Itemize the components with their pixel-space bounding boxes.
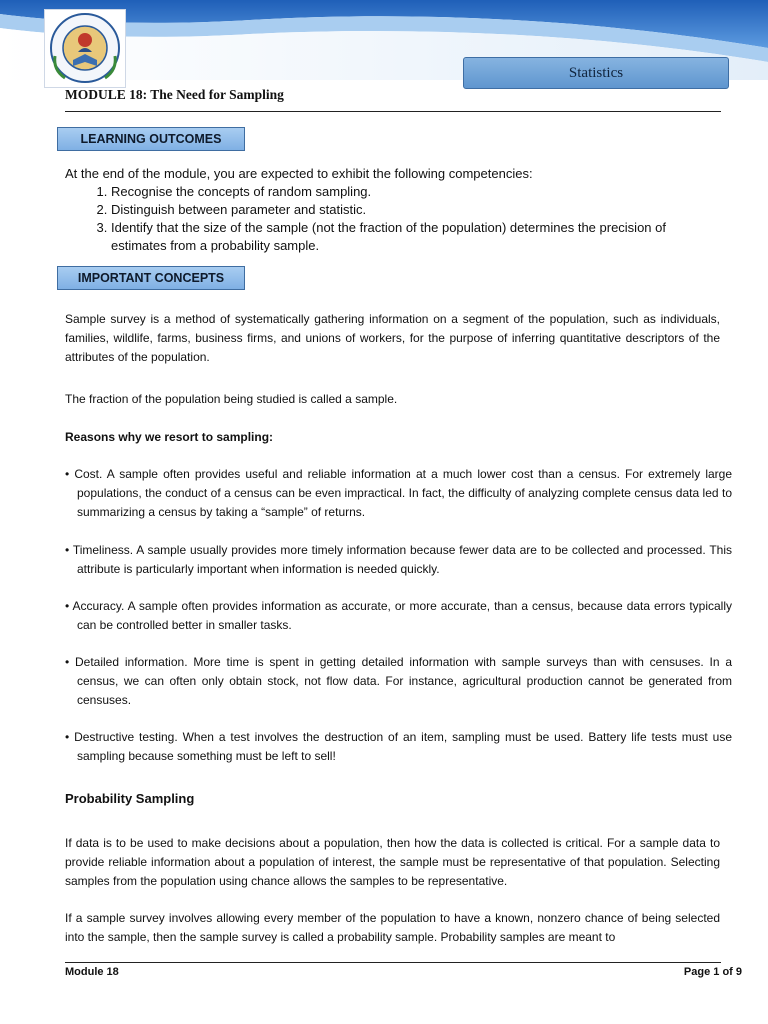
important-concepts-heading: IMPORTANT CONCEPTS [57, 266, 245, 290]
learning-outcomes-heading: LEARNING OUTCOMES [57, 127, 245, 151]
reason-timeliness: • Timeliness. A sample usually provides more timely information because fewer data are to be collected and processed. This attribute is particularly important when information is needed quickly. [65, 543, 732, 576]
reason-accuracy: • Accuracy. A sample often provides information as accurate, or more accurate, than a census, because data errors typically can be controlled better in smaller tasks. [65, 599, 732, 632]
probability-paragraph-2: If a sample survey involves allowing every member of the population to have a known, nonzero chance of being selected into the sample, then the sample survey is called a probability sample. Probability samples are meant to [65, 911, 720, 944]
reasons-heading: Reasons why we resort to sampling: [65, 430, 274, 444]
footer-page-number: Page 1 of 9 [683, 966, 742, 978]
reason-destructive-testing: • Destructive testing. When a test involves the destruction of an item, sampling must be used. Battery life tests must use sampling because something must be left to sell! [65, 730, 732, 763]
module-title: MODULE 18: The Need for Sampling [65, 87, 284, 102]
reason-detailed-information: • Detailed information. More time is spent in getting detailed information with sample surveys than with censuses. In a census, we can often only obtain stock, not flow data. For instance, agricultural production cannot be generated from censuses. [65, 655, 732, 707]
outcome-item: 1. Recognise the concepts of random sampling. [111, 183, 720, 201]
outcomes-list [65, 183, 720, 255]
concept-paragraph-sample-definition: The fraction of the population being studied is called a sample. [65, 392, 398, 406]
college-logo [44, 9, 126, 88]
reason-cost: • Cost. A sample often provides useful and reliable information at a much lower cost than a census. For extremely large populations, the conduct of a census can be even impractical. In fact, the difficulty of analyzing complete census data led to summarizing a census by taking a “sample” of returns. [65, 467, 732, 519]
header-divider [65, 111, 721, 112]
subject-label: Statistics [463, 57, 729, 89]
probability-paragraph-1: If data is to be used to make decisions about a population, then how the data is collected is critical. For a sample data to provide reliable information about a population of interest, the sample must be representative of that population. Selecting samples from the population using chance allows the samples to be representative. [65, 836, 720, 888]
footer-divider [65, 962, 721, 963]
outcome-item: 2. Distinguish between parameter and statistic. [111, 201, 720, 219]
concept-paragraph-sample-survey: Sample survey is a method of systematically gathering information on a segment of the population, such as individuals, families, wildlife, farms, business firms, and unions of workers, for the purpose of inferring quantitative descriptors of the attributes of the population. [65, 312, 720, 364]
outcomes-intro: At the end of the module, you are expected to exhibit the following competencies: [65, 166, 533, 181]
probability-sampling-heading: Probability Sampling [65, 791, 195, 806]
footer-module: Module 18 [65, 966, 119, 978]
outcome-item: 3. Identify that the size of the sample (not the fraction of the population) determines the precision of estimates from a probability sample. [111, 219, 720, 255]
learning-outcomes [65, 165, 720, 255]
